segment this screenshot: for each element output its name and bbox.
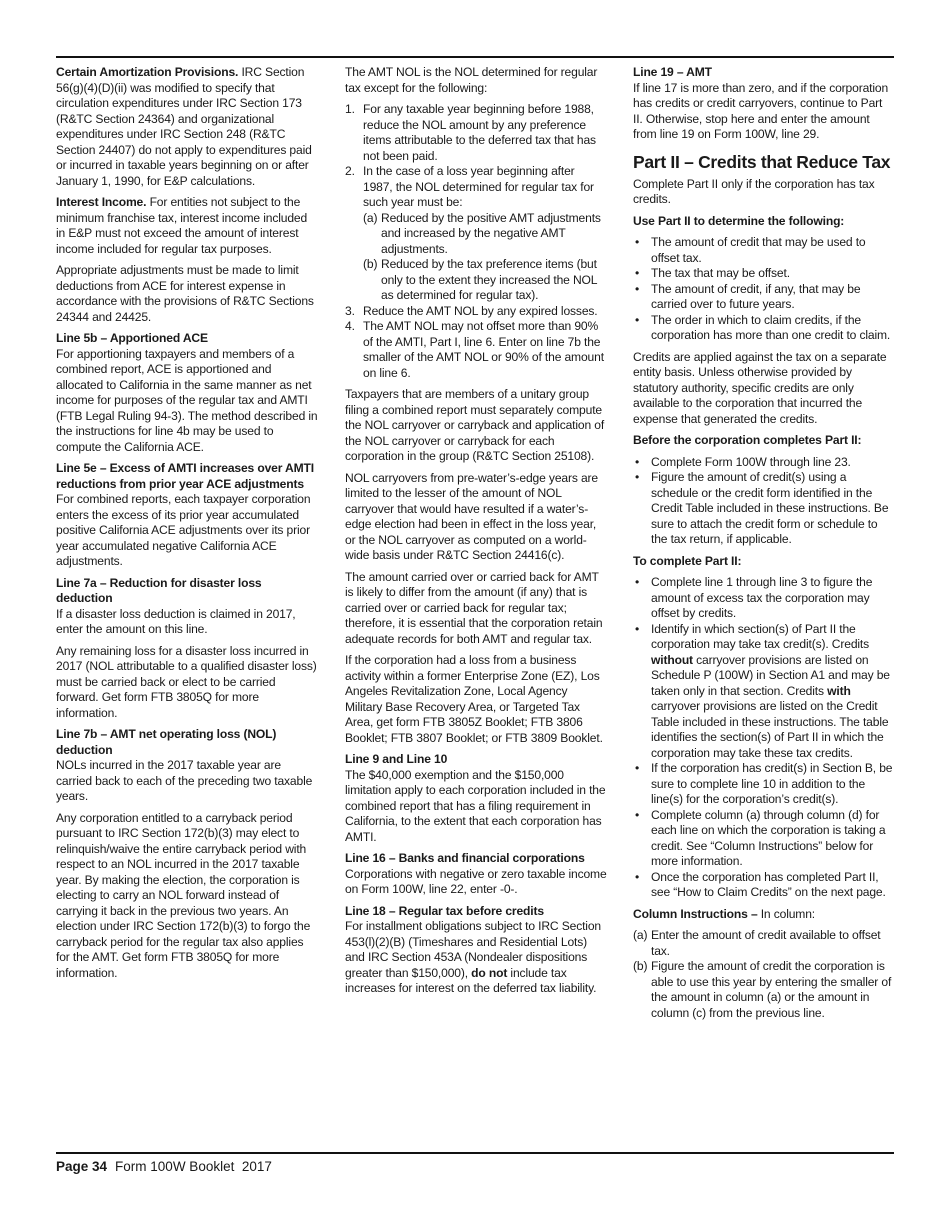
list-item: • Complete column (a) through column (d) for each line on which the corporation is taking a credit. See “Column Instructions” below for more information. [635, 807, 886, 868]
interest-income-paragraph: Interest Income. For entities not subject to the minimum franchise tax, interest income included in E&P must not exceed the amount of interest income included for regular tax purposes. [56, 195, 308, 256]
booklet-title: Form 100W Booklet 2017 [115, 1159, 272, 1174]
column-1 [56, 65, 318, 987]
use-part-2-heading: Use Part II to determine the following: [633, 213, 845, 228]
line-9-10-heading: Line 9 and Line 10 [345, 752, 448, 766]
list-item: • Complete Form 100W through line 23. [635, 454, 851, 469]
line-7b-text: NOLs incurred in the 2017 taxable year are carried back to each of the preceding two taxable years. [56, 758, 313, 803]
list-item: • The order in which to claim credits, if the corporation has more than one credit to claim. [635, 312, 891, 342]
list-item: • The tax that may be offset. [635, 266, 790, 280]
column-2 [345, 65, 607, 1003]
list-item: • The amount of credit, if any, that may be carried over to future years. [635, 281, 861, 311]
list-item: (b) Figure the amount of credit the corporation is able to use this year by entering the smaller of the amount in column (a) or the amount in column (c) from the previous line. [633, 959, 892, 1020]
amt-nol-list [345, 102, 607, 381]
unitary-group-paragraph: Taxpayers that are members of a unitary group filing a combined report must separately compute the NOL carryover or carryback and application of the NOL carryover or carryback for each corporation in the group (R&TC Section 25108). [345, 387, 605, 463]
line-18-text: For installment obligations subject to IRC Section 453(l)(2)(B) (Timeshares and Residential Lots) and IRC Section 453A (Nondealer dispositions greater than $150,000), do not include tax increases for interest on the deferred tax liability. [345, 919, 601, 995]
before-part-2-heading: Before the corporation completes Part II: [633, 433, 862, 447]
page-number: Page 34 [56, 1159, 108, 1174]
line-5b-text: For apportioning taxpayers and members of a combined report, ACE is apportioned and allocated to California in the same manner as net income for purposes of the regular tax and AMTI (FTB Legal Ruling 94-3). The method described in the instructions for line 4b may be used to compute the California ACE. [56, 346, 318, 454]
list-item: • Once the corporation has completed Part II, see “How to Claim Credits” on the next page. [635, 869, 886, 899]
amt-nol-intro: The AMT NOL is the NOL determined for regular tax except for the following: [345, 65, 598, 95]
line-5e-text: For combined reports, each taxpayer corporation enters the excess of its prior year accumulated positive California ACE adjustments over its prior year accumulated negative California ACE adjustments. [56, 492, 311, 568]
line-19-heading: Line 19 – AMT [633, 65, 712, 79]
bottom-rule [56, 1152, 894, 1154]
line-7b-heading: Line 7b – AMT net operating loss (NOL) deduction [56, 727, 277, 757]
part-2-intro: Complete Part II only if the corporation has tax credits. [633, 176, 875, 206]
list-item: • Complete line 1 through line 3 to figure the amount of excess tax the corporation may offset by credits. [635, 575, 873, 620]
line-5b-heading: Line 5b – Apportioned ACE [56, 331, 208, 345]
column-instructions-list [633, 928, 895, 1021]
line-18-heading: Line 18 – Regular tax before credits [345, 903, 544, 918]
top-rule [56, 56, 894, 58]
list-item: (a) Enter the amount of credit available to offset tax. [633, 928, 881, 958]
enterprise-zone-paragraph: If the corporation had a loss from a business activity within a former Enterprise Zone (EZ), Los Angeles Revitalization Zone, Local Agency Military Base Recovery Area, or Targeted Tax Area, get form FTB 3805Z Booklet; FTB 3806 Booklet; FTB 3807 Booklet; or FTB 3809 Booklet. [345, 653, 603, 745]
before-part-2-list [633, 455, 895, 548]
column-instructions-heading: Column Instructions – In column: [633, 906, 816, 921]
use-part-2-list [633, 235, 895, 344]
pre-waters-edge-paragraph: NOL carryovers from pre-water’s-edge years are limited to the lesser of the amount of NOL carryover that would have resulted if a water’s-edge election had been in effect in the loss year, or the NOL carryover as computed on a world-wide basis under R&TC Section 24416(c). [345, 470, 598, 562]
list-item: 3. Reduce the AMT NOL by any expired losses. [345, 303, 598, 318]
line-16-text: Corporations with negative or zero taxable income on Form 100W, line 22, enter -0-. [345, 866, 607, 896]
line-9-10-text: The $40,000 exemption and the $150,000 limitation apply to each corporation included in the combined report that has a filing requirement in California, to the extent that each corporation has AMTI. [345, 767, 606, 844]
list-item: (a) Reduced by the positive AMT adjustments and increased by the negative AMT adjustments. [363, 210, 601, 256]
amortization-paragraph: Certain Amortization Provisions. IRC Section 56(g)(4)(D)(ii) was modified to specify that circulation expenditures under IRC Section 173 (R&TC Section 24364) and organizational expenditures under IRC Section 248 (R&TC Section 24407) do not apply to expenditures paid or incurred in taxable years beginning on or after January 1, 1990, for E&P calculations. [56, 65, 312, 188]
part-2-heading: Part II – Credits that Reduce Tax [633, 151, 891, 172]
list-item: • The amount of credit that may be used to offset tax. [635, 235, 866, 265]
list-item: • If the corporation has credit(s) in Section B, be sure to complete line 10 in addition to the line(s) for the corporation’s credit(s). [635, 761, 893, 806]
appropriate-adjustments-paragraph: Appropriate adjustments must be made to limit deductions from ACE for interest expense in accordance with the provisions of R&TC Sections 24344 and 24425. [56, 263, 314, 324]
line-5e-heading: Line 5e – Excess of AMTI increases over AMTI reductions from prior year ACE adjustments [56, 461, 314, 491]
sub-list [363, 211, 607, 304]
amount-carried-paragraph: The amount carried over or carried back for AMT is likely to differ from the amount (if any) that is carried over or carried back for regular tax; therefore, it is essential that the corporation retain adequate records for both AMT and regular tax. [345, 569, 603, 646]
line-7b-text-2: Any corporation entitled to a carryback period pursuant to IRC Section 172(b)(3) may elect to relinquish/waive the entire carryback period with respect to an NOL incurred in the 2017 taxable year. By making the election, the corporation is electing to carry an NOL forward instead of carrying it back in the previous two years. An election under IRC Section 172(b)(3) to forgo the carryback period for the regular tax also applies for the AMT. Get form FTB 3805Q for more information. [56, 810, 311, 980]
list-item: 1. For any taxable year beginning before 1988, reduce the NOL amount by any preference items attributable to the deferred tax that has not been paid. [345, 102, 596, 163]
line-19-text: If line 17 is more than zero, and if the corporation has credits or credit carryovers, continue to Part II. Otherwise, stop here and enter the amount from line 19 on Form 100W, line 29. [633, 80, 889, 141]
complete-part-2-list [633, 575, 895, 901]
credits-paragraph: Credits are applied against the tax on a separate entity basis. Unless otherwise provided by statutory authority, specific credits are only available to the corporation that incurred the expense that generated the credits. [633, 349, 887, 426]
column-3 [633, 65, 895, 1021]
list-item: • Identify in which section(s) of Part II the corporation may take tax credit(s). Credits without carryover provisions are listed on Schedule P (100W) in Section A1 and may be taken only in that section. Credits with carryover provisions are listed on the Credit Table included in these instructions. The table identifies the section(s) of Part II in which the corporation may take these tax credits. [635, 621, 890, 760]
line-7a-heading: Line 7a – Reduction for disaster loss deduction [56, 575, 262, 605]
page-footer [56, 1159, 272, 1174]
line-16-heading: Line 16 – Banks and financial corporations [345, 851, 585, 865]
list-item: 4. The AMT NOL may not offset more than 90% of the AMTI, Part I, line 6. Enter on line 7b the smaller of the AMT NOL or 90% of the amount on line 6. [345, 319, 604, 380]
list-item: • Figure the amount of credit(s) using a schedule or the credit form identified in the Credit Table included in these instructions. Be sure to attach the credit form or schedule to the tax return, if applicable. [635, 470, 889, 546]
list-item: (b) Reduced by the tax preference items (but only to the extent they increased the NOL as determined for regular tax). [363, 257, 597, 302]
list-item: 2. In the case of a loss year beginning after 1987, the NOL determined for regular tax for such year must be: (a) Reduced by the positive AMT adjustments and increased by the negative AMT adjustments. (b) Reduced by the tax preference items (but only to the extent they increased the NOL as determined for regular tax). [345, 164, 607, 304]
complete-part-2-heading: To complete Part II: [633, 553, 742, 568]
line-7a-text: If a disaster loss deduction is claimed in 2017, enter the amount on this line. [56, 606, 296, 636]
line-7a-text-2: Any remaining loss for a disaster loss incurred in 2017 (NOL attributable to a qualified disaster loss) must be carried back or elect to be carried forward. Get form FTB 3805Q for more information. [56, 643, 317, 720]
